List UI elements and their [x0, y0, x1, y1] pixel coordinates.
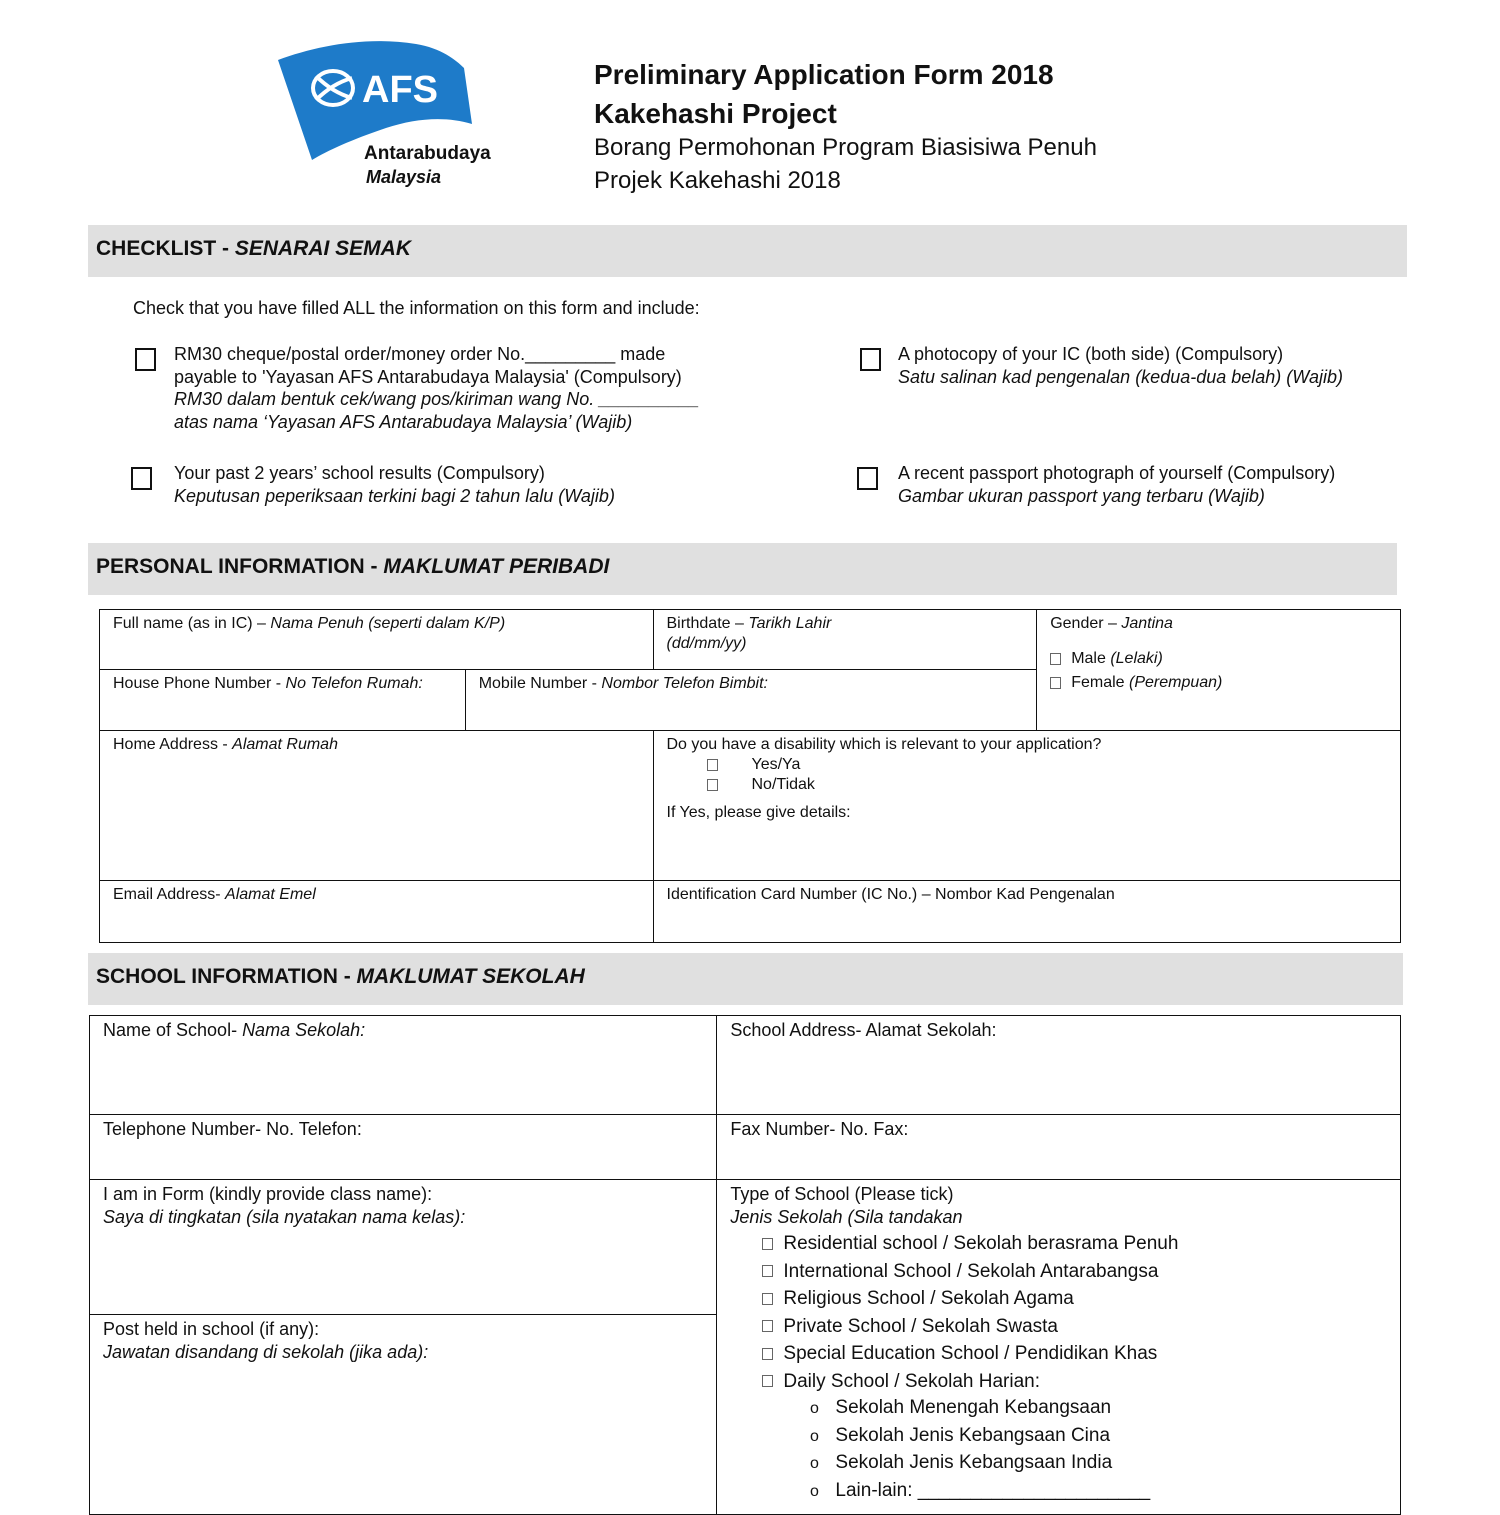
afs-logo: [276, 38, 496, 198]
school-type-residential[interactable]: Residential school / Sekolah berasrama Penuh: [762, 1230, 1387, 1258]
checkbox-male[interactable]: [1050, 653, 1061, 665]
checklist-item-passport-photo: A recent passport photograph of yourself (Compulsory) Gambar ukuran passport yang terbaru (Wajib): [898, 463, 1336, 506]
gender-female-option[interactable]: Female (Perempuan): [1050, 672, 1387, 693]
home-address-field[interactable]: Home Address - Alamat Rumah: [100, 731, 654, 881]
school-type-special[interactable]: Special Education School / Pendidikan Khas: [762, 1340, 1387, 1368]
title-line-1: Preliminary Application Form 2018: [594, 59, 1054, 90]
checkbox-payment[interactable]: [135, 348, 156, 371]
bullet-circle-icon: o: [809, 1483, 819, 1501]
checkbox-disability-no[interactable]: [707, 779, 718, 791]
daily-option-sjkc[interactable]: o Sekolah Jenis Kebangsaan Cina: [807, 1423, 1387, 1451]
birthdate-field[interactable]: Birthdate – Tarikh Lahir (dd/mm/yy): [653, 610, 1037, 670]
checklist-item-school-results: Your past 2 years’ school results (Compulsory) Keputusan peperiksaan terkini bagi 2 tahun lalu (Wajib): [174, 463, 615, 506]
subtitle-line-2: Projek Kakehashi 2018: [594, 167, 841, 194]
school-name-field[interactable]: Name of School- Nama Sekolah:: [90, 1016, 717, 1115]
school-type-international[interactable]: International School / Sekolah Antarabangsa: [762, 1258, 1387, 1286]
disability-no-option[interactable]: No/Tidak: [707, 775, 1388, 795]
checklist-heading-ms: SENARAI SEMAK: [234, 237, 412, 260]
logo-org: Antarabudaya: [364, 143, 491, 164]
checkbox-passport-photo[interactable]: [857, 467, 878, 490]
school-header: [88, 953, 1403, 1005]
school-fax-field[interactable]: Fax Number- No. Fax:: [717, 1115, 1401, 1180]
checkbox-religious[interactable]: [762, 1293, 773, 1305]
ic-number-field[interactable]: Identification Card Number (IC No.) – Nombor Kad Pengenalan: [653, 881, 1401, 943]
checkbox-private[interactable]: [762, 1320, 773, 1332]
checklist-header: [88, 225, 1407, 277]
checkbox-ic-copy[interactable]: [860, 348, 881, 371]
mobile-field[interactable]: Mobile Number - Nombor Telefon Bimbit:: [465, 670, 1037, 731]
checklist-item-payment: RM30 cheque/postal order/money order No._________ made payable to 'Yayasan AFS Antarabudaya Malaysia' (Compulsory) RM30 dalam bentuk cek/wang pos/kiriman wang No. __________ atas nama ‘Yayasan AFS Antarabudaya Malaysia’ (Wajib): [174, 344, 700, 432]
bullet-circle-icon: o: [809, 1455, 819, 1473]
full-name-field[interactable]: Full name (as in IC) – Nama Penuh (seperti dalam K/P): [100, 610, 654, 670]
checkbox-female[interactable]: [1050, 677, 1061, 689]
school-type-field: [717, 1180, 1401, 1515]
disability-yes-option[interactable]: Yes/Ya: [707, 755, 1388, 775]
checkbox-residential[interactable]: [762, 1238, 773, 1250]
school-type-private[interactable]: Private School / Sekolah Swasta: [762, 1313, 1387, 1341]
subtitle-line-1: Borang Permohonan Program Biasisiwa Penuh: [594, 134, 1097, 161]
school-type-daily[interactable]: Daily School / Sekolah Harian:: [762, 1368, 1387, 1396]
disability-question: Do you have a disability which is relevant to your application?: [666, 736, 1102, 753]
school-heading-ms: MAKLUMAT SEKOLAH: [356, 965, 585, 988]
logo-brand: AFS: [362, 69, 438, 111]
form-class-field[interactable]: I am in Form (kindly provide class name): Saya di tingkatan (sila nyatakan nama kelas):: [90, 1180, 717, 1315]
disability-field: [653, 731, 1401, 881]
checkbox-daily[interactable]: [762, 1375, 773, 1387]
page-title: [594, 55, 1054, 133]
personal-info-table: [99, 609, 1401, 943]
checkbox-disability-yes[interactable]: [707, 759, 718, 771]
school-type-label: Type of School (Please tick): [730, 1184, 954, 1204]
personal-header: [88, 543, 1397, 595]
checklist-item-ic-copy: A photocopy of your IC (both side) (Compulsory) Satu salinan kad pengenalan (kedua-dua belah) (Wajib): [898, 344, 1343, 387]
title-line-2: Kakehashi Project: [594, 98, 837, 129]
checklist-heading: CHECKLIST -: [96, 237, 235, 260]
checklist-intro: Check that you have filled ALL the information on this form and include:: [133, 298, 700, 318]
disability-details-label: If Yes, please give details:: [666, 804, 851, 821]
daily-option-other[interactable]: o Lain-lain: ______________________: [807, 1478, 1387, 1506]
school-post-field[interactable]: Post held in school (if any): Jawatan disandang di sekolah (jika ada):: [90, 1315, 717, 1515]
gender-field: Gender – Jantina Male (Lelaki) Female (Perempuan): [1037, 610, 1401, 731]
school-heading: SCHOOL INFORMATION -: [96, 965, 357, 988]
daily-option-smk[interactable]: o Sekolah Menengah Kebangsaan: [807, 1395, 1387, 1423]
house-phone-field[interactable]: House Phone Number - No Telefon Rumah:: [100, 670, 466, 731]
page-subtitle: [594, 131, 1097, 197]
afs-flag-icon: [276, 38, 496, 198]
personal-heading: PERSONAL INFORMATION -: [96, 555, 384, 578]
gender-male-option[interactable]: Male (Lelaki): [1050, 648, 1387, 669]
email-field[interactable]: Email Address- Alamat Emel: [100, 881, 654, 943]
school-telephone-field[interactable]: Telephone Number- No. Telefon:: [90, 1115, 717, 1180]
checkbox-special[interactable]: [762, 1348, 773, 1360]
school-info-table: [89, 1015, 1401, 1515]
school-address-field[interactable]: School Address- Alamat Sekolah:: [717, 1016, 1401, 1115]
school-type-label-ms: Jenis Sekolah (Sila tandakan: [730, 1207, 963, 1227]
logo-country: Malaysia: [366, 167, 442, 187]
personal-heading-ms: MAKLUMAT PERIBADI: [383, 555, 610, 578]
school-type-religious[interactable]: Religious School / Sekolah Agama: [762, 1285, 1387, 1313]
daily-option-sjkt[interactable]: o Sekolah Jenis Kebangsaan India: [807, 1450, 1387, 1478]
bullet-circle-icon: o: [809, 1427, 819, 1445]
bullet-circle-icon: o: [809, 1400, 819, 1417]
checkbox-school-results[interactable]: [131, 467, 152, 490]
checkbox-international[interactable]: [762, 1265, 773, 1277]
